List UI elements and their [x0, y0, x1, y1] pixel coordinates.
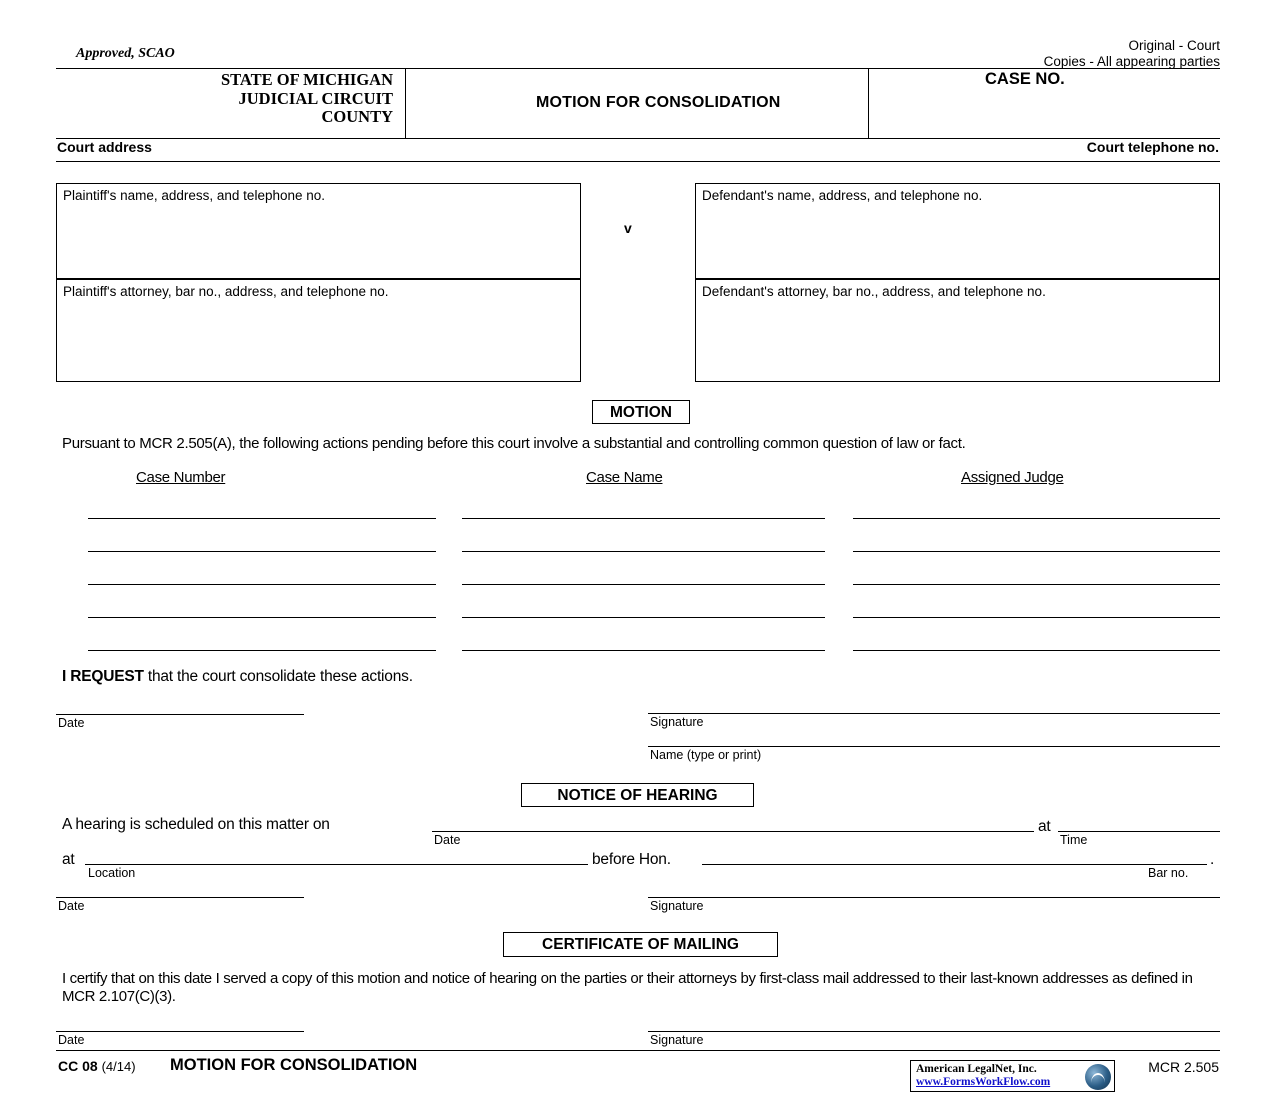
- motion-signature-entry[interactable]: [648, 713, 1220, 714]
- column-header-assigned-judge: Assigned Judge: [961, 469, 1064, 486]
- globe-icon: [1085, 1064, 1111, 1090]
- state-of-michigan-label: STATE OF MICHIGAN: [220, 70, 393, 89]
- hearing-period: .: [1210, 851, 1215, 868]
- certificate-date-label: Date: [58, 1033, 85, 1047]
- case-name-entry-4[interactable]: [462, 617, 825, 618]
- approved-scao-label: Approved, SCAO: [76, 46, 175, 61]
- certificate-date-entry[interactable]: [56, 1031, 304, 1032]
- request-bold-label: I REQUEST: [62, 668, 144, 685]
- certificate-text: I certify that on this date I served a copy of this motion and notice of hearing on the parties or their attorneys by first-class mail addressed to their last-known addresses as defined in MCR 2.107(C)(3).: [62, 970, 1193, 1005]
- hearing-at-time-label: at: [1038, 818, 1051, 835]
- plaintiff-attorney-field[interactable]: [56, 279, 581, 382]
- address-divider: [56, 161, 1220, 162]
- hearing-scheduled-text: A hearing is scheduled on this matter on: [62, 816, 330, 833]
- assigned-judge-entry-3[interactable]: [853, 584, 1220, 585]
- hearing-date-entry[interactable]: [432, 831, 1034, 832]
- hearing-time-entry[interactable]: [1058, 831, 1220, 832]
- plaintiff-name-field[interactable]: [56, 183, 581, 279]
- column-header-case-number: Case Number: [136, 469, 226, 486]
- hearing-location-entry[interactable]: [85, 864, 588, 865]
- case-number-entry-3[interactable]: [88, 584, 436, 585]
- pursuant-paragraph: Pursuant to MCR 2.505(A), the following actions pending before this court involve a substantial and controlling common question of law or fact.: [62, 435, 966, 452]
- plaintiff-name-label: Plaintiff's name, address, and telephone no.: [63, 188, 326, 203]
- case-number-cell[interactable]: [869, 68, 1220, 138]
- motion-name-label: Name (type or print): [650, 748, 762, 762]
- case-number-entry-1[interactable]: [88, 518, 436, 519]
- hearing-location-label: Location: [88, 866, 136, 880]
- form-code: [58, 1058, 136, 1074]
- form-title: MOTION FOR CONSOLIDATION: [536, 94, 781, 111]
- form-revision: (4/14): [101, 1059, 136, 1074]
- defendant-name-field[interactable]: [695, 183, 1220, 279]
- defendant-attorney-field[interactable]: [695, 279, 1220, 382]
- footer-divider: [56, 1050, 1220, 1051]
- before-hon-label: before Hon.: [592, 851, 671, 868]
- original-court-label: Original - Court: [1128, 38, 1220, 53]
- hearing-bar-no-label: Bar no.: [1148, 866, 1189, 880]
- judicial-circuit-label: JUDICIAL CIRCUIT: [238, 88, 393, 108]
- notice-signature-entry[interactable]: [648, 897, 1220, 898]
- column-header-case-name: Case Name: [586, 469, 663, 486]
- certificate-signature-label: Signature: [650, 1033, 704, 1047]
- case-no-label: CASE NO.: [985, 70, 1065, 88]
- case-number-entry-2[interactable]: [88, 551, 436, 552]
- hearing-judge-entry[interactable]: [702, 864, 1207, 865]
- case-name-entry-1[interactable]: [462, 518, 825, 519]
- court-telephone-label: Court telephone no.: [1086, 139, 1219, 155]
- hearing-time-label: Time: [1060, 833, 1088, 847]
- footer-mcr-reference: MCR 2.505: [1148, 1059, 1219, 1075]
- motion-date-entry[interactable]: [56, 714, 304, 715]
- footer-form-title: MOTION FOR CONSOLIDATION: [170, 1056, 418, 1074]
- court-address-label: Court address: [57, 139, 152, 155]
- notice-section-header: NOTICE OF HEARING: [521, 783, 754, 807]
- assigned-judge-entry-1[interactable]: [853, 518, 1220, 519]
- plaintiff-attorney-label: Plaintiff's attorney, bar no., address, and telephone no.: [63, 284, 389, 299]
- motion-signature-label: Signature: [650, 715, 704, 729]
- assigned-judge-entry-2[interactable]: [853, 551, 1220, 552]
- caption-divider: [56, 138, 1220, 139]
- vendor-name: American LegalNet, Inc.: [916, 1063, 1037, 1075]
- case-name-entry-5[interactable]: [462, 650, 825, 651]
- case-number-entry-5[interactable]: [88, 650, 436, 651]
- defendant-attorney-label: Defendant's attorney, bar no., address, and telephone no.: [702, 284, 1046, 299]
- vendor-url-link[interactable]: www.FormsWorkFlow.com: [916, 1076, 1051, 1088]
- assigned-judge-entry-4[interactable]: [853, 617, 1220, 618]
- form-title-cell: [406, 68, 869, 138]
- motion-section-header: MOTION: [592, 400, 690, 424]
- request-statement: [62, 668, 413, 686]
- hearing-date-label: Date: [434, 833, 461, 847]
- motion-name-entry[interactable]: [648, 746, 1220, 747]
- court-identity-cell: [56, 68, 406, 138]
- copies-parties-label: Copies - All appearing parties: [1043, 54, 1220, 69]
- county-label: COUNTY: [321, 107, 393, 126]
- certificate-section-header: CERTIFICATE OF MAILING: [503, 932, 778, 957]
- motion-date-label: Date: [58, 716, 85, 730]
- case-name-entry-3[interactable]: [462, 584, 825, 585]
- distribution-block: [1044, 38, 1220, 70]
- versus-label: v: [624, 220, 632, 236]
- hearing-at-location-label: at: [62, 851, 75, 868]
- notice-date-label: Date: [58, 899, 85, 913]
- notice-date-entry[interactable]: [56, 897, 304, 898]
- form-code-value: CC 08: [58, 1058, 98, 1074]
- case-number-entry-4[interactable]: [88, 617, 436, 618]
- caption-block: [56, 68, 1220, 138]
- certificate-signature-entry[interactable]: [648, 1031, 1220, 1032]
- request-rest-label: that the court consolidate these actions.: [143, 668, 413, 685]
- case-name-entry-2[interactable]: [462, 551, 825, 552]
- top-header: [56, 36, 1220, 69]
- assigned-judge-entry-5[interactable]: [853, 650, 1220, 651]
- defendant-name-label: Defendant's name, address, and telephone no.: [702, 188, 983, 203]
- vendor-stamp: [910, 1060, 1115, 1092]
- notice-signature-label: Signature: [650, 899, 704, 913]
